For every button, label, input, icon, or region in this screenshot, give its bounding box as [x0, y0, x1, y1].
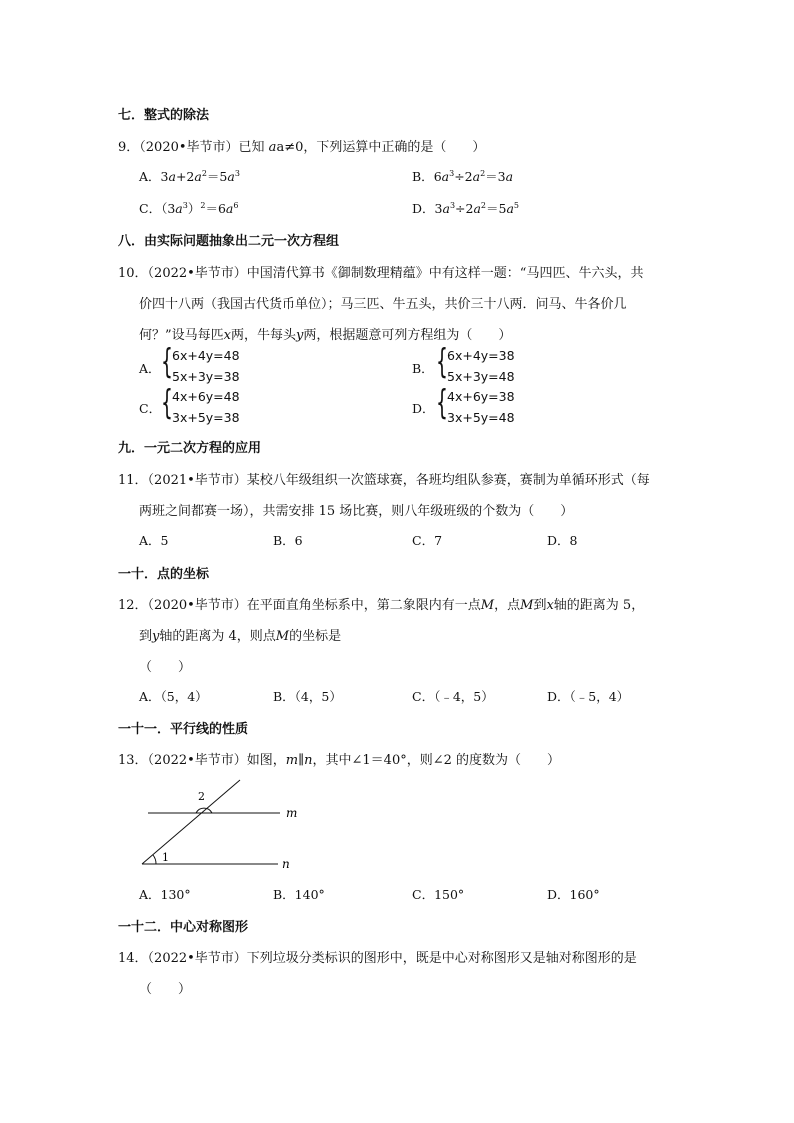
section-heading-7: 七．整式的除法	[118, 108, 210, 123]
q12-answer-paren: （ ）	[139, 660, 192, 675]
q10-option-b-label: B．	[412, 361, 434, 376]
q10-option-d-brace: {	[436, 383, 448, 423]
q9-stem-text: 9．（2020•毕节市）已知	[118, 140, 265, 155]
q12-l1a: 12．（2020•毕节市）在平面直角坐标系中，第二象限内有一点	[118, 598, 481, 613]
q10-line-3a: 何？”设马每匹	[139, 328, 224, 343]
q10-option-c-label: C．	[139, 401, 162, 416]
q12-var-y: y	[152, 629, 160, 644]
q14-answer-paren: （ ）	[139, 982, 192, 997]
q10-a-eq1: 6x+4y=48	[172, 348, 240, 363]
section-heading-9: 九．一元二次方程的应用	[118, 441, 262, 456]
q10-option-b-system	[447, 345, 515, 387]
q13-stem-a: 13．（2022•毕节市）如图，	[118, 753, 286, 768]
q11-line-2: 两班之间都赛一场），共需安排 15 场比赛，则八年级班级的个数为（ ）	[139, 504, 574, 519]
line-m-label: m	[286, 806, 298, 820]
q10-b-eq2: 5x+3y=48	[447, 369, 515, 384]
q13-stem-c: ，其中∠1＝40°，则∠2 的度数为（ ）	[312, 753, 561, 768]
q10-option-a-brace: {	[161, 342, 173, 382]
q12-var-m3: M	[275, 629, 290, 644]
q13-option-b: B．140°	[273, 887, 325, 902]
q12-var-m1: M	[480, 598, 495, 613]
q12-l1e: 到	[533, 598, 547, 613]
angle-1-arc	[153, 855, 156, 864]
q10-c-eq1: 4x+6y=48	[172, 389, 240, 404]
q10-option-b-brace: {	[436, 342, 448, 382]
q12-var-m2: M	[520, 598, 534, 613]
q13-figure	[130, 775, 310, 875]
q9-option-c-label: C．	[139, 201, 162, 216]
angle-2-label: 2	[198, 790, 205, 803]
q10-var-y: y	[296, 328, 304, 343]
line-n-label: n	[282, 857, 290, 871]
q10-line-3c: 两，牛每头	[231, 328, 297, 343]
q10-option-c-system	[172, 386, 240, 428]
q11-option-b: B．6	[273, 533, 303, 548]
q12-l2e: 的坐标是	[289, 629, 342, 644]
section-heading-11: 一十一．平行线的性质	[118, 722, 249, 737]
q14-line-1: 14．（2022•毕节市）下列垃圾分类标识的图形中，既是中心对称图形又是轴对称图形的是	[118, 951, 637, 966]
q10-line-2: 价四十八两（我国古代货币单位）；马三匹、牛五头，共价三十八两．问马、牛各价几	[139, 297, 627, 312]
q12-line-2	[139, 625, 341, 644]
section-heading-10: 一十．点的坐标	[118, 567, 210, 582]
section-heading-12: 一十二．中心对称图形	[118, 920, 249, 935]
q9-option-b-label: B．	[412, 169, 434, 184]
q13-option-a: A．130°	[139, 887, 191, 902]
q9-option-a-label: A．	[139, 169, 161, 184]
question-9-stem: 9．（2020•毕节市）已知 aa≠0，下列运算中正确的是（ ）	[118, 140, 486, 155]
q9-condition: a≠0，下列运算中正确的是（ ）	[276, 140, 486, 155]
q10-c-eq2: 3x+5y=38	[172, 410, 240, 425]
q10-option-a-system	[172, 345, 240, 387]
q13-stem	[118, 749, 560, 768]
q10-line-1: 10．（2022•毕节市）中国清代算书《御制数理精蕴》中有这样一题：“马四匹、牛六头，共	[118, 266, 644, 281]
q9-option-b: B．$6a^3\div 2a^2=3a$	[412, 169, 514, 184]
q13-option-d: D．160°	[547, 887, 600, 902]
q10-line-3e: 两，根据题意可列方程组为（ ）	[303, 328, 512, 343]
q12-option-b: B．（4，5）	[273, 689, 342, 704]
q12-l1c: ，点	[494, 598, 521, 613]
q10-line-3	[139, 324, 511, 343]
angle-1-label: 1	[162, 851, 169, 864]
section-heading-8: 八．由实际问题抽象出二元一次方程组	[118, 234, 340, 249]
q12-l2c: 轴的距离为 4，则点	[159, 629, 276, 644]
q9-option-d-label: D．	[412, 201, 435, 216]
q9-option-c: C．$(3a^3)^2=6a^6$	[139, 201, 239, 216]
transversal-line	[142, 780, 240, 864]
q10-option-d-label: D．	[412, 401, 435, 416]
q12-var-x: x	[546, 598, 554, 613]
q10-option-c-brace: {	[161, 383, 173, 423]
q12-option-c: C．（﹣4，5）	[412, 689, 494, 704]
q9-option-d: D．$3a^3\div 2a^2=5a^5$	[412, 201, 520, 216]
q12-l1g: 轴的距离为 5，	[553, 598, 645, 613]
q13-parallel: m∥n	[285, 753, 313, 768]
q13-option-c: C．150°	[412, 887, 465, 902]
q12-option-d: D．（﹣5，4）	[547, 689, 630, 704]
q10-d-eq1: 4x+6y=38	[447, 389, 515, 404]
q12-l2a: 到	[139, 629, 153, 644]
q12-line-1	[118, 594, 644, 613]
q10-option-d-system	[447, 386, 515, 428]
q10-option-a-label: A．	[139, 361, 161, 376]
q10-d-eq2: 3x+5y=48	[447, 410, 515, 425]
q10-a-eq2: 5x+3y=38	[172, 369, 240, 384]
q12-option-a: A．（5，4）	[139, 689, 208, 704]
q11-line-1: 11．（2021•毕节市）某校八年级组织一次篮球赛，各班均组队参赛，赛制为单循环形式（每	[118, 473, 650, 488]
q10-b-eq1: 6x+4y=38	[447, 348, 515, 363]
q10-var-x: x	[223, 328, 231, 343]
q9-option-a: A．$3a+2a^2=5a^3$	[139, 169, 240, 184]
q11-option-a: A．5	[139, 533, 169, 548]
q11-option-c: C．7	[412, 533, 443, 548]
q11-option-d: D．8	[547, 533, 578, 548]
